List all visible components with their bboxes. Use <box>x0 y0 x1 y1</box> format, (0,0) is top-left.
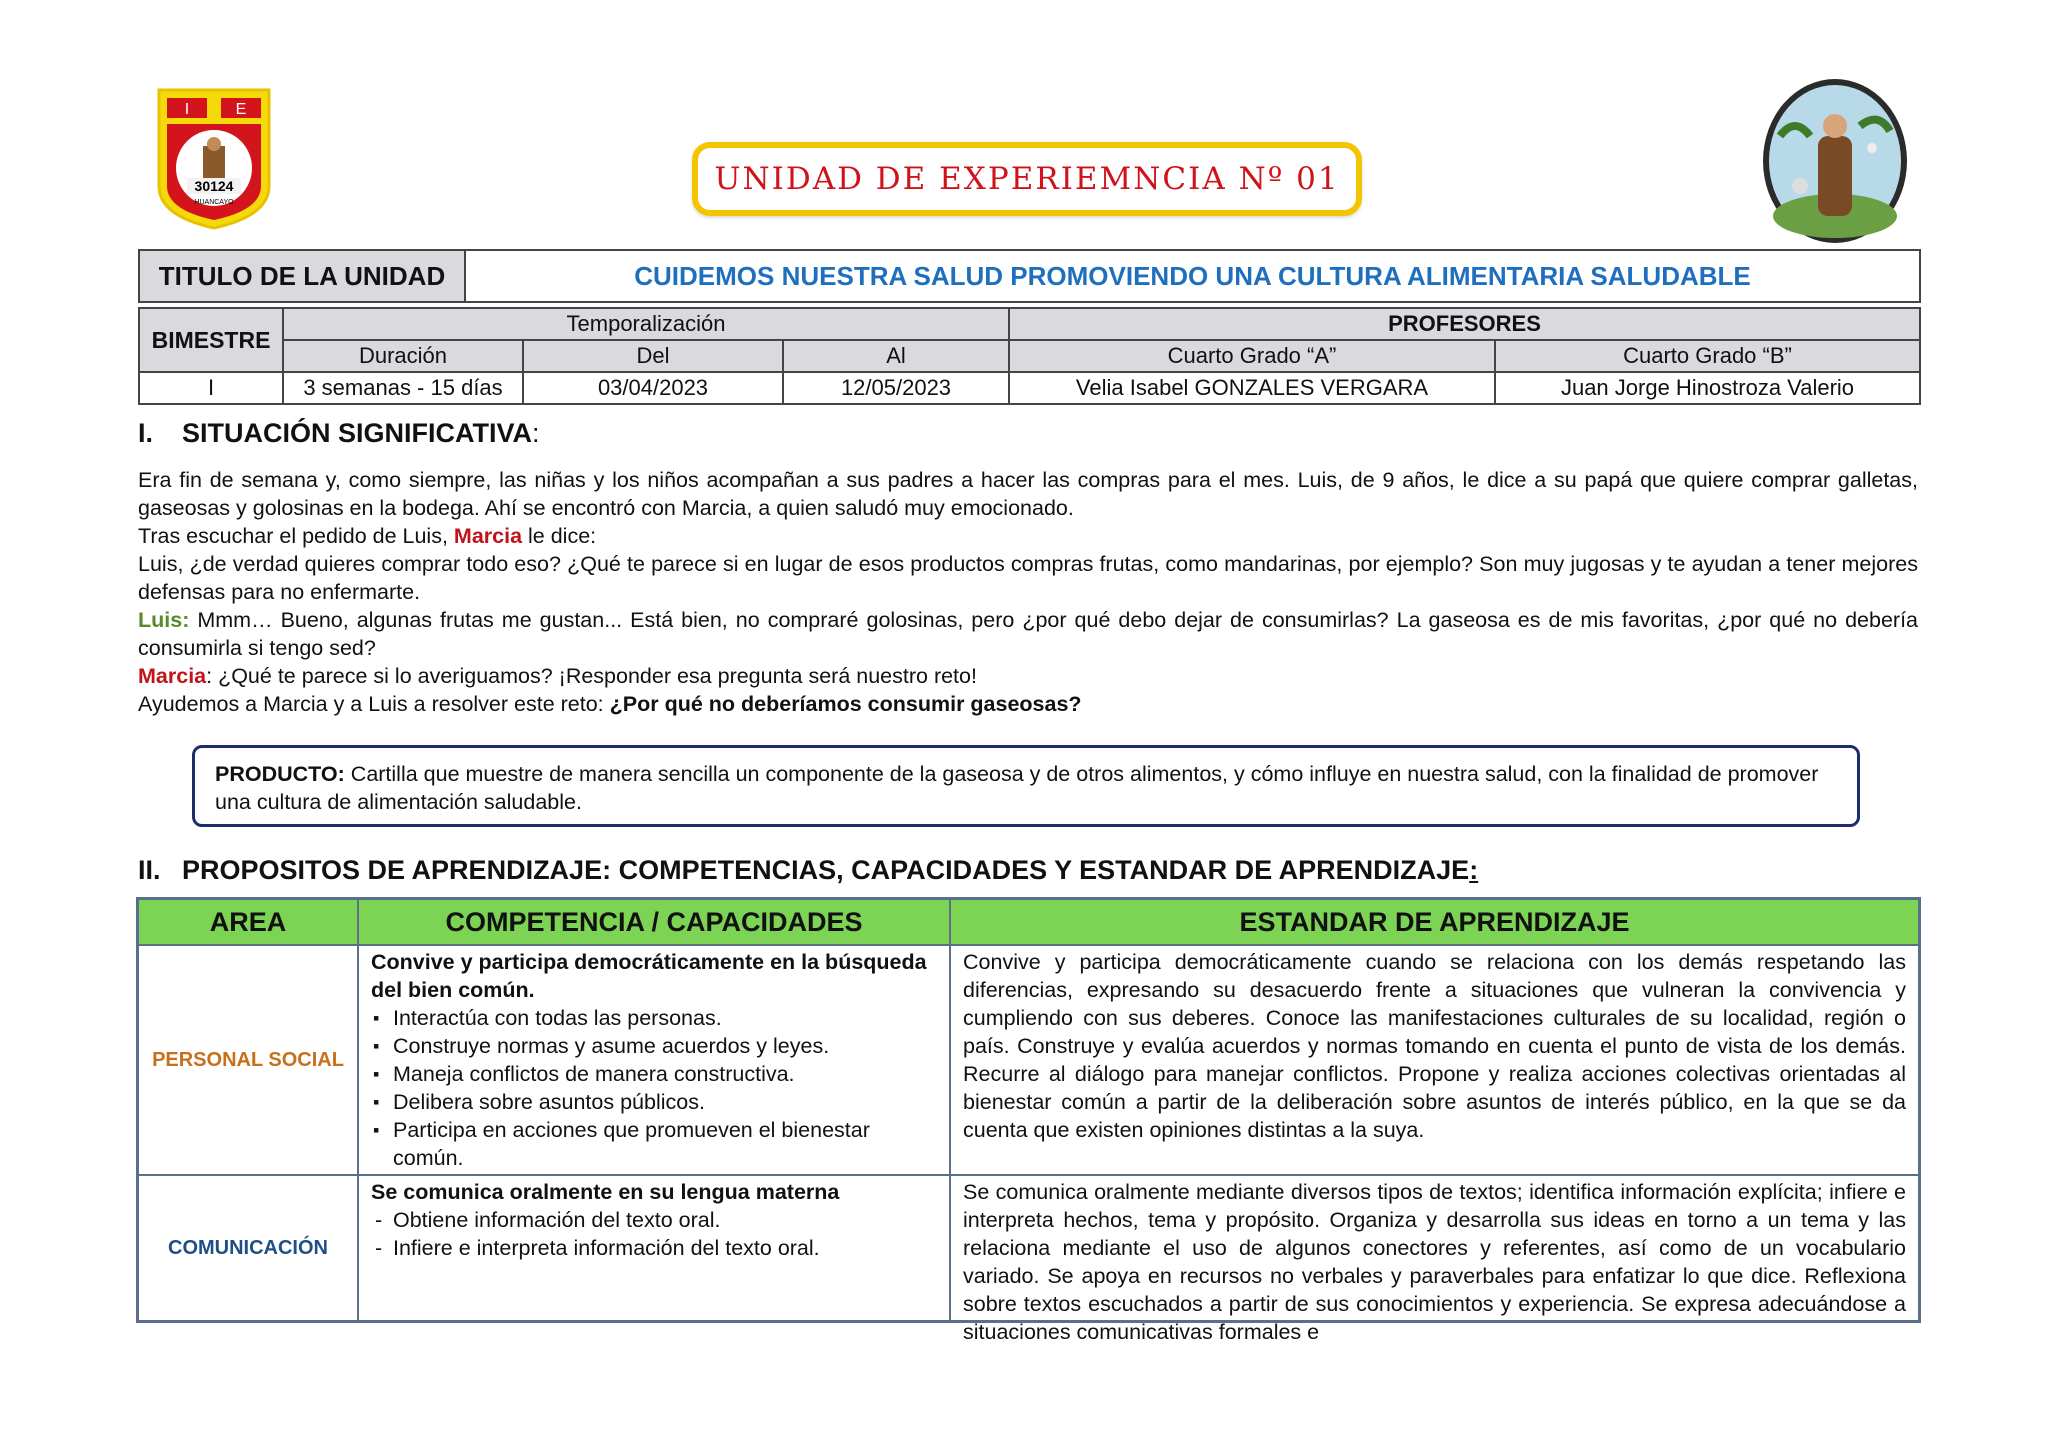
unit-title-value: CUIDEMOS NUESTRA SALUD PROMOVIENDO UNA CULTURA ALIMENTARIA SALUDABLE <box>465 250 1920 302</box>
del-header: Del <box>523 340 783 372</box>
list-item: ▪ Interactúa con todas las personas. <box>393 1004 937 1032</box>
table-row <box>138 1175 1920 1322</box>
unit-title-label: TITULO DE LA UNIDAD <box>139 250 465 302</box>
profesores-header: PROFESORES <box>1009 308 1920 340</box>
duracion-value: 3 semanas - 15 días <box>283 372 523 404</box>
capacidades-list <box>371 1206 937 1262</box>
svg-text:I: I <box>184 101 190 118</box>
narrative-p3: Luis, ¿de verdad quieres comprar todo eso? ¿Qué te parece si en lugar de esos productos compras frutas, como mandarinas, por ejemplo? Son muy jugosas y te ayudan a tener mejores defensas para no enfermarte. <box>138 552 1918 604</box>
al-value: 12/05/2023 <box>783 372 1009 404</box>
estandar-text: Se comunica oralmente mediante diversos tipos de textos; identifica información explícita; infiere e interpreta hechos, tema y propósito. Organiza y desarrolla sus ideas en torno a un tema y las relaciona mediante el uso de algunos conectores y referentes, así como de un vocabulario variado. Se apoya en recursos no verbales y paraverbales para enfatizar lo que dice. Reflexiona sobre textos escuchados a partir de sus conocimientos y experiencia. Se expresa adecuándose a situaciones comunicativas formales e <box>963 1180 1906 1344</box>
narrative-p6 <box>138 690 1918 718</box>
product-box <box>192 745 1860 827</box>
area-cell: COMUNICACIÓN <box>138 1175 359 1322</box>
saint-francis-medallion-image <box>1760 76 1910 246</box>
header-estandar: ESTANDAR DE APRENDIZAJE <box>950 899 1920 946</box>
area-cell: PERSONAL SOCIAL <box>138 945 359 1175</box>
list-item: ▪ Participa en acciones que promueven el bienestar común. <box>393 1116 937 1172</box>
narrative-p6-pre: Ayudemos a Marcia y a Luis a resolver este reto: <box>138 692 610 716</box>
timing-table <box>138 307 1921 405</box>
table-row <box>138 945 1920 1175</box>
section-1-colon: : <box>532 418 540 448</box>
section-2-colon: : <box>1469 855 1479 885</box>
narrative-p4 <box>138 606 1918 662</box>
competencia-cell <box>358 945 950 1175</box>
competencia-title: Se comunica oralmente en su lengua materna <box>371 1180 840 1204</box>
grado-a-header: Cuarto Grado “A” <box>1009 340 1495 372</box>
section-1-number: I. <box>138 418 154 448</box>
narrative-p4-name: Luis: <box>138 608 190 632</box>
unit-title-table <box>138 249 1921 303</box>
narrative-p1: Era fin de semana y, como siempre, las niñas y los niños acompañan a sus padres a hacer las compras para el mes. Luis, de 9 años, le dice a su papá que quiere comprar galletas, gaseosas y golosinas en la bodega. Ahí se encontró con Marcia, a quien saludó muy emocionado. <box>138 468 1918 520</box>
list-item: ▪ Delibera sobre asuntos públicos. <box>393 1088 937 1116</box>
competencia-title: Convive y participa democráticamente en la búsqueda del bien común. <box>371 950 927 1002</box>
svg-text:HUANCAYO: HUANCAYO <box>194 199 234 206</box>
narrative-p5-name: Marcia <box>138 664 207 688</box>
al-header: Al <box>783 340 1009 372</box>
section-2-title: PROPOSITOS DE APRENDIZAJE: COMPETENCIAS, CAPACIDADES Y ESTANDAR DE APRENDIZAJE <box>182 855 1470 885</box>
narrative-p6-question: ¿Por qué no deberíamos consumir gaseosas? <box>609 692 1082 716</box>
section-2-number: II. <box>138 855 161 885</box>
profesor-a-value: Velia Isabel GONZALES VERGARA <box>1009 372 1495 404</box>
header-area: AREA <box>138 899 359 946</box>
list-item: ▪ Maneja conflictos de manera constructiva. <box>393 1060 937 1088</box>
svg-text:30124: 30124 <box>194 178 234 194</box>
estandar-cell: Convive y participa democráticamente cuando se relaciona con los demás respetando las diferencias, expresando su desacuerdo frente a situaciones que vulneran la convivencia y cumpliendo con sus deberes. Conoce las manifestaciones culturales de su localidad, región o país. Construye y evalúa acuerdos y normas tomando en cuenta el punto de vista de los demás. Recurre al diálogo para manejar conflictos. Propone y realiza acciones colectivas orientadas al bienestar común a partir de la deliberación sobre asuntos de interés público, en la que se da cuenta que existen opiniones distintas a la suya. <box>950 945 1920 1175</box>
learning-purposes-table <box>136 897 1921 1344</box>
list-item: - Obtiene información del texto oral. <box>393 1206 937 1234</box>
situation-narrative <box>138 466 1918 718</box>
list-item: - Infiere e interpreta información del texto oral. <box>393 1234 937 1262</box>
del-value: 03/04/2023 <box>523 372 783 404</box>
school-crest-logo <box>155 86 273 231</box>
estandar-cell <box>950 1175 1920 1344</box>
narrative-p2-name: Marcia <box>453 524 523 548</box>
section-2-heading <box>138 855 1478 886</box>
narrative-p2-pre: Tras escuchar el pedido de Luis, <box>138 524 454 548</box>
product-text: Cartilla que muestre de manera sencilla un componente de la gaseosa y de otros alimentos, y cómo influye en nuestra salud, con la finalidad de promover una cultura de alimentación saludable. <box>215 762 1819 814</box>
narrative-p2-post: le dice: <box>522 524 597 548</box>
svg-text:E: E <box>235 101 247 118</box>
narrative-p5-text: : ¿Qué te parece si lo averiguamos? ¡Responder esa pregunta será nuestro reto! <box>206 664 977 688</box>
capacidades-list <box>371 1004 937 1172</box>
temporalizacion-header: Temporalización <box>283 308 1009 340</box>
narrative-p4-text: Mmm… Bueno, algunas frutas me gustan... Está bien, no compraré golosinas, pero ¿por qué debo dejar de consumirlas? La gaseosa es de mis favoritas, ¿por qué no debería consumirla si tengo sed? <box>138 608 1918 660</box>
section-1-heading <box>138 418 540 449</box>
grado-b-header: Cuarto Grado “B” <box>1495 340 1920 372</box>
profesor-b-value: Juan Jorge Hinostroza Valerio <box>1495 372 1920 404</box>
duracion-header: Duración <box>283 340 523 372</box>
header-competencia: COMPETENCIA / CAPACIDADES <box>358 899 950 946</box>
product-label: PRODUCTO: <box>215 762 345 786</box>
document-title: UNIDAD DE EXPERIEMNCIA Nº 01 <box>692 142 1362 216</box>
narrative-p2 <box>138 522 1918 550</box>
section-1-title: SITUACIÓN SIGNIFICATIVA <box>182 418 532 448</box>
list-item: ▪ Construye normas y asume acuerdos y leyes. <box>393 1032 937 1060</box>
competencia-cell <box>358 1175 950 1322</box>
bimestre-header: BIMESTRE <box>139 308 283 372</box>
bimestre-value: I <box>139 372 283 404</box>
narrative-p5 <box>138 662 1918 690</box>
